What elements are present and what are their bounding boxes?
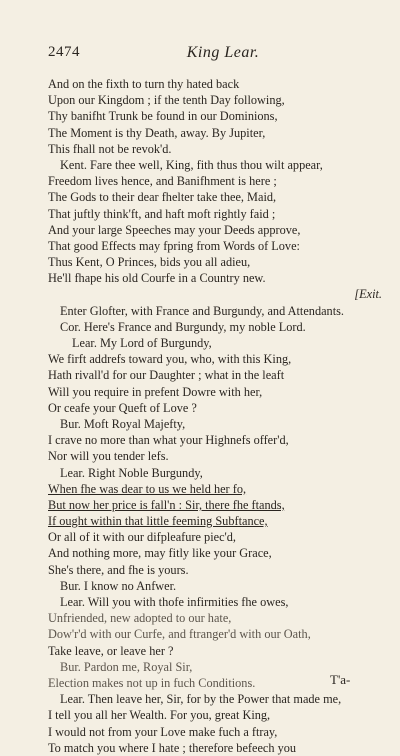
text-line: Dow'r'd with our Curfe, and ftranger'd with our Oath, [48, 627, 311, 642]
speech-line: Lear. My Lord of Burgundy, [72, 336, 212, 350]
speech-line: Bur. Pardon me, Royal Sir, [60, 659, 193, 674]
catchword: T'a- [330, 672, 351, 687]
text-line: Thy banifht Trunk be found in our Dominions, [48, 109, 278, 124]
text-line: We firft addrefs toward you, who, with this King, [48, 352, 292, 367]
text-line: But now her price is fall'n : Sir, there fhe ftands, [48, 497, 285, 512]
text-line: Nor will you tender lefs. [48, 449, 169, 464]
text-line: Election makes not up in fuch Conditions. [48, 675, 256, 690]
text-line: If ought within that little feeming Subftance, [48, 514, 268, 529]
text-line: Thus Kent, O Princes, bids you all adieu, [48, 255, 251, 270]
text-line: The Gods to their dear fhelter take thee, Maid, [48, 190, 277, 205]
text-line: Or all of it with our difpleafure piec'd, [48, 530, 236, 545]
speech-line: Bur. Moft Royal Majefty, [60, 416, 186, 431]
text-line: She's there, and fhe is yours. [48, 562, 189, 577]
text-line: Upon our Kingdom ; if the tenth Day following, [48, 93, 285, 108]
speech-line: Lear. Right Noble Burgundy, [60, 465, 203, 480]
text-line: That good Effects may fpring from Words of Love: [48, 238, 300, 253]
stage-direction-exit: [Exit. [354, 287, 382, 302]
speech-line: Cor. Here's France and Burgundy, my noble Lord. [60, 319, 306, 334]
text-line: Freedom lives hence, and Banifhment is here ; [48, 174, 277, 189]
text-line: Hath rivall'd for our Daughter ; what in the leaft [48, 368, 285, 383]
text-line: Or ceafe your Queft of Love ? [48, 400, 197, 415]
running-head: King Lear. [186, 44, 260, 61]
text-line: Take leave, or leave her ? [48, 643, 174, 658]
text-line: He'll fhape his old Courfe in a Country new. [48, 271, 266, 286]
play-text [48, 76, 382, 756]
text-line: I tell you all her Wealth. For you, great King, [48, 708, 271, 723]
text-line: Unfriended, new adopted to our hate, [48, 611, 232, 626]
text-line: When fhe was dear to us we held her fo, [48, 481, 247, 496]
page-header [48, 44, 358, 64]
text-line: That juftly think'ft, and haft moft rightly faid ; [48, 206, 276, 221]
text-line: And your large Speeches may your Deeds approve, [48, 222, 301, 237]
speech-line: Kent. Fare thee well, King, fith thus thou wilt appear, [60, 157, 323, 172]
page-number: 2474 [48, 44, 80, 60]
text-line [48, 286, 382, 302]
text-line: To match you where I hate ; therefore befeech you [48, 740, 297, 755]
text-line: The Moment is thy Death, away. By Jupiter, [48, 125, 266, 140]
stage-direction: Enter Glofter, with France and Burgundy, and Attendants. [60, 303, 344, 318]
text-line: This fhall not be revok'd. [48, 141, 172, 156]
text-line: I would not from your Love make fuch a ftray, [48, 724, 278, 739]
text-line: I crave no more than what your Highnefs offer'd, [48, 433, 289, 448]
text-line: Will you require in prefent Dowre with her, [48, 384, 263, 399]
speech-line: Lear. Will you with thofe infirmities fhe owes, [60, 595, 289, 609]
speech-line: Lear. Then leave her, Sir, for by the Power that made me, [60, 692, 342, 707]
text-line: And on the fixth to turn thy hated back [48, 77, 240, 91]
text-line: And nothing more, may fitly like your Grace, [48, 546, 272, 561]
speech-line: Bur. I know no Anfwer. [60, 578, 177, 593]
